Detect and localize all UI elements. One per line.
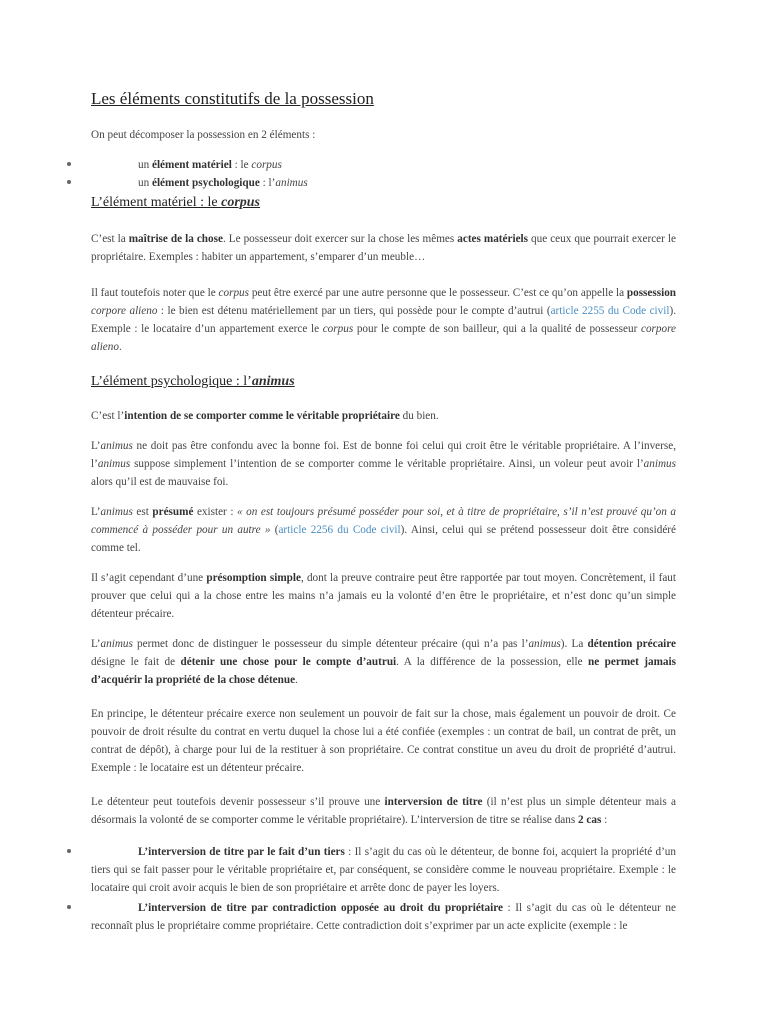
paragraph: L’animus est présumé exister : « on est toujours présumé posséder pour soi, et à titre de propriétaire, s’il n’est prouvé qu’on a commencé à posséder pour un autre » (article 2256 du Code civil). Ainsi, celui qui se prétend possesseur doit être considéré comme tel.	[91, 506, 676, 554]
bullet-icon	[67, 162, 71, 166]
paragraph: Le détenteur peut toutefois devenir possesseur s’il prouve une interversion de titre (il n’est plus un simple détenteur mais a désormais la volonté de se comporter comme le véritable propriétaire). L’interversion de titre se réalise dans 2 cas :	[91, 796, 676, 826]
list-item: L’interversion de titre par contradiction opposée au droit du propriétaire : Il s’agit du cas où le détenteur ne reconnaît plus le propriétaire comme propriétaire. Cette contradiction doit s’exprimer par un acte explicite (exemple : le	[91, 899, 676, 935]
bullet-icon	[67, 905, 71, 909]
page-title: Les éléments constitutifs de la possession	[91, 89, 374, 108]
list-item: un élément psychologique : l’animus	[91, 174, 676, 192]
paragraph: L’animus permet donc de distinguer le possesseur du simple détenteur précaire (qui n’a pas l’animus). La détention précaire désigne le fait de détenir une chose pour le compte d’autrui. A la différence de la possession, elle ne permet jamais d’acquérir la propriété de la chose détenue.	[91, 638, 677, 686]
bullet-icon	[67, 180, 71, 184]
list-item: L’interversion de titre par le fait d’un tiers : Il s’agit du cas où le détenteur, de bonne foi, acquiert la propriété d’un tiers qui se fait passer pour le véritable propriétaire et, par conséquent, se considère comme le nouveau propriétaire. Exemple : le locataire qui croit avoir acquis le bien de son propriétaire et arrête donc de payer les loyers.	[91, 843, 676, 897]
section-heading-corpus: L’élément matériel : le corpus	[91, 195, 261, 210]
paragraph: C’est la maîtrise de la chose. Le possesseur doit exercer sur la chose les mêmes actes matériels que ceux que pourrait exercer le propriétaire. Exemples : habiter un appartement, s’emparer d’un meuble…	[91, 233, 676, 263]
interversion-cases-list	[91, 843, 676, 935]
article-2255-link[interactable]: article 2255 du Code civil	[550, 305, 670, 317]
paragraph: C’est l’intention de se comporter comme le véritable propriétaire du bien.	[91, 410, 439, 422]
intro-paragraph: On peut décomposer la possession en 2 éléments :	[91, 129, 316, 141]
article-2256-link[interactable]: article 2256 du Code civil	[278, 524, 401, 536]
paragraph: Il faut toutefois noter que le corpus peut être exercé par une autre personne que le possesseur. C’est ce qu’on appelle la possession corpore alieno : le bien est détenu matériellement par un tiers, qui possède pour le compte d’autrui (article 2255 du Code civil). Exemple : le locataire d’un appartement exerce le corpus pour le compte de son bailleur, qui a la qualité de possesseur corpore alieno.	[91, 287, 677, 353]
bullet-icon	[67, 849, 71, 853]
paragraph: L’animus ne doit pas être confondu avec la bonne foi. Est de bonne foi celui qui croit être le véritable propriétaire. A l’inverse, l’animus suppose simplement l’intention de se comporter comme le véritable propriétaire. Ainsi, un voleur peut avoir l’animus alors qu’il est de mauvaise foi.	[91, 440, 676, 488]
paragraph: En principe, le détenteur précaire exerce non seulement un pouvoir de fait sur la chose, mais également un pouvoir de droit. Ce pouvoir de droit résulte du contrat en vertu duquel la chose lui a été confiée (exemples : un contrat de bail, un contrat de prêt, un contrat de dépôt), à charge pour lui de la restituer à son propriétaire. Ce contrat constitue un aveu du droit de propriété d’autrui. Exemple : le locataire est un détenteur précaire.	[91, 708, 676, 774]
list-item: un élément matériel : le corpus	[91, 156, 676, 174]
elements-list	[91, 156, 676, 192]
document-body	[91, 88, 676, 935]
section-heading-animus: L’élément psychologique : l’animus	[91, 374, 295, 389]
paragraph: Il s’agit cependant d’une présomption simple, dont la preuve contraire peut être rapportée par tout moyen. Concrètement, il faut prouver que celui qui a la chose entre les mains n’a jamais eu la volonté d’en être le propriétaire, et n’est donc qu’un simple détenteur précaire.	[91, 572, 676, 620]
